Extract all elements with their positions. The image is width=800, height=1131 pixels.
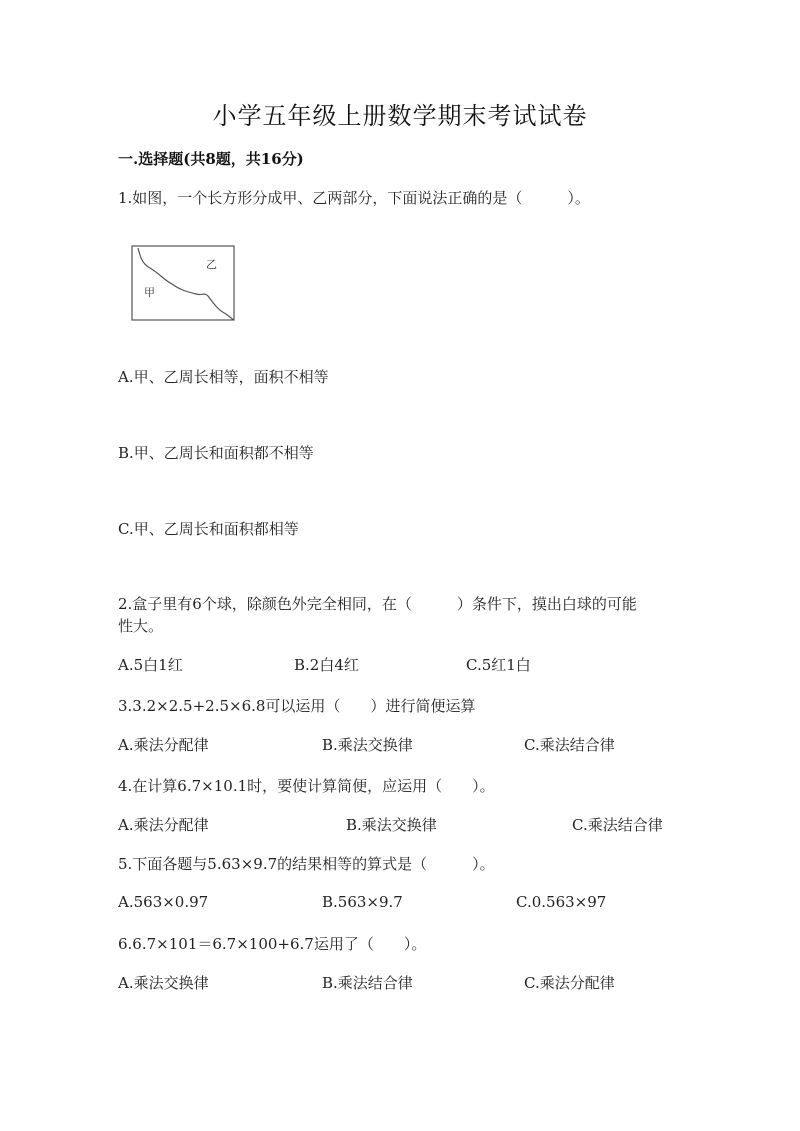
question-6-stem: 6.6.7×101＝6.7×100+6.7运用了（ ）。 [118,935,427,953]
page-title: 小学五年级上册数学期末考试试卷 [212,102,588,130]
question-4-option-c: C.乘法结合律 [572,816,663,834]
question-5-option-a: A.563×0.97 [118,893,209,911]
question-2-option-a: A.5白1红 [118,656,183,674]
question-6-option-c: C.乘法分配律 [524,974,615,992]
question-4-option-b: B.乘法交换律 [346,816,437,834]
question-3-stem: 3.3.2×2.5+2.5×6.8可以运用（ ）进行简便运算 [118,697,476,715]
question-2-option-b: B.2白4红 [294,656,359,674]
question-2-stem-line1: 2.盒子里有6个球，除颜色外完全相同，在（ ）条件下，摸出白球的可能 [118,595,637,613]
question-3-option-c: C.乘法结合律 [524,736,615,754]
question-3-option-b: B.乘法交换律 [322,736,413,754]
question-2-option-c: C.5红1白 [466,656,531,674]
question-5-option-b: B.563×9.7 [322,893,403,911]
question-1-option-b: B.甲、乙周长和面积都不相等 [118,444,314,462]
question-5-option-c: C.0.563×97 [516,893,607,911]
question-2-stem-line2: 性大。 [118,617,164,635]
question-3-option-a: A.乘法分配律 [118,736,209,754]
question-6-option-b: B.乘法结合律 [322,974,413,992]
figure-label-yi: 乙 [206,258,217,271]
question-1-stem: 1.如图，一个长方形分成甲、乙两部分，下面说法正确的是（ ）。 [118,189,590,207]
question-1-figure [130,244,238,324]
question-6-option-a: A.乘法交换律 [118,974,209,992]
section-heading: 一.选择题(共8题，共16分) [118,150,304,168]
question-4-option-a: A.乘法分配律 [118,816,209,834]
question-5-stem: 5.下面各题与5.63×9.7的结果相等的算式是（ ）。 [118,855,495,873]
figure-label-jia: 甲 [144,286,155,299]
question-4-stem: 4.在计算6.7×10.1时，要使计算简便，应运用（ ）。 [118,777,495,795]
question-1-option-c: C.甲、乙周长和面积都相等 [118,520,299,538]
question-1-option-a: A.甲、乙周长相等，面积不相等 [118,368,329,386]
